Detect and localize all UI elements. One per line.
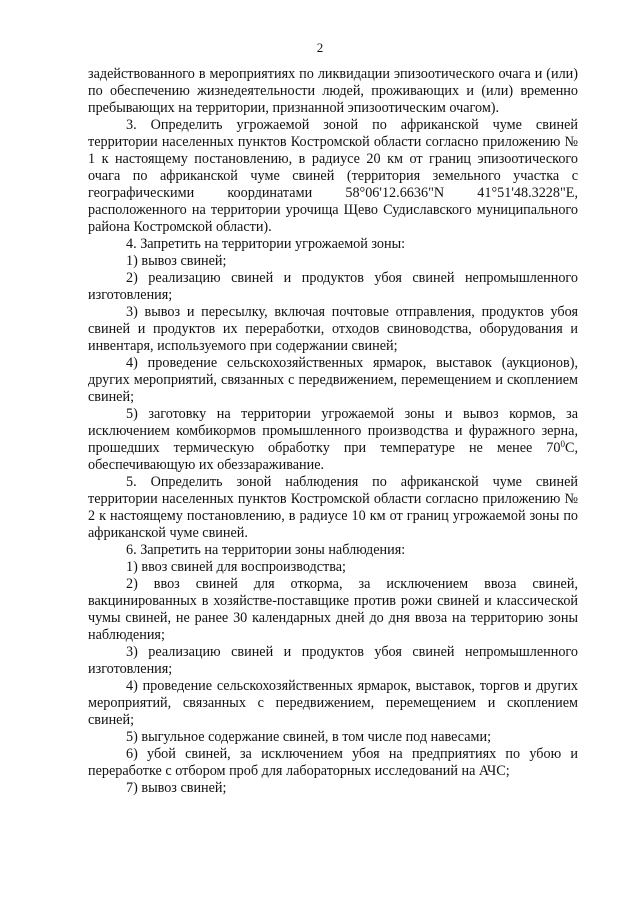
paragraph-subitem-4-4: 4) проведение сельскохозяйственных ярмарок, выставок (аукционов), других мероприятий, связанных с передвижением, перемещением и скоплением свиней; <box>88 355 578 405</box>
paragraph-subitem-4-2: 2) реализацию свиней и продуктов убоя свиней непромышленного изготовления; <box>88 270 578 303</box>
paragraph-item-6: 6. Запретить на территории зоны наблюдения: <box>126 542 406 558</box>
paragraph-subitem-6-1: 1) ввоз свиней для воспроизводства; <box>126 559 346 575</box>
degree-superscript: 0 <box>560 439 565 449</box>
paragraph-subitem-6-5: 5) выгульное содержание свиней, в том числе под навесами; <box>126 729 492 745</box>
paragraph-item-5: 5. Определить зоной наблюдения по африканской чуме свиней территории населенных пунктов Костромской области согласно приложению № 2 к настоящему постановлению, в радиусе 10 км от границ угрожаемой зоны по африканской чуме свиней. <box>88 474 578 541</box>
paragraph-subitem-6-6: 6) убой свиней, за исключением убоя на предприятиях по убою и переработке с отбором проб для лабораторных исследований на АЧС; <box>88 746 578 779</box>
paragraph-subitem-4-5-tail: С, обеспечивающую их обеззараживание. <box>88 440 578 473</box>
paragraph-subitem-4-5-text: 5) заготовку на территории угрожаемой зоны и вывоз кормов, за исключением комбикормов промышленного производства и фуражного зерна, прошедших термическую обработку при температуре не менее 70 <box>88 406 578 456</box>
document-body <box>88 66 578 797</box>
paragraph-continuation: задействованного в мероприятиях по ликвидации эпизоотического очага и (или) по обеспечению жизнедеятельности людей, проживающих и (или) временно пребывающих на территории, признанной эпизоотическим очагом). <box>88 66 578 116</box>
paragraph-subitem-4-1: 1) вывоз свиней; <box>126 253 227 269</box>
paragraph-item-4: 4. Запретить на территории угрожаемой зоны: <box>126 236 406 252</box>
paragraph-subitem-4-5 <box>88 406 578 474</box>
paragraph-subitem-4-3: 3) вывоз и пересылку, включая почтовые отправления, продуктов убоя свиней и продуктов их переработки, отходов свиноводства, оборудования и инвентаря, используемого при содержании свиней; <box>88 304 578 354</box>
paragraph-subitem-6-3: 3) реализацию свиней и продуктов убоя свиней непромышленного изготовления; <box>88 644 578 677</box>
paragraph-subitem-6-4: 4) проведение сельскохозяйственных ярмарок, выставок, торгов и других мероприятий, связанных с передвижением, перемещением и скоплением свиней; <box>88 678 578 728</box>
paragraph-item-3: 3. Определить угрожаемой зоной по африканской чуме свиней территории населенных пунктов Костромской области согласно приложению № 1 к настоящему постановлению, в радиусе 20 км от границ эпизоотического очага по африканской чуме свиней (территория земельного участка с географическими координатами 58°06'12.6636"N 41°51'48.3228"E, расположенного на территории урочища Щево Судиславского муниципального района Костромской области). <box>88 117 578 235</box>
paragraph-subitem-6-2: 2) ввоз свиней для откорма, за исключением ввоза свиней, вакцинированных в хозяйстве-поставщике против рожи свиней и классической чумы свиней, не ранее 30 календарных дней до дня ввоза на территорию зоны наблюдения; <box>88 576 578 643</box>
page-number: 2 <box>316 40 324 55</box>
paragraph-subitem-6-7: 7) вывоз свиней; <box>126 780 227 796</box>
